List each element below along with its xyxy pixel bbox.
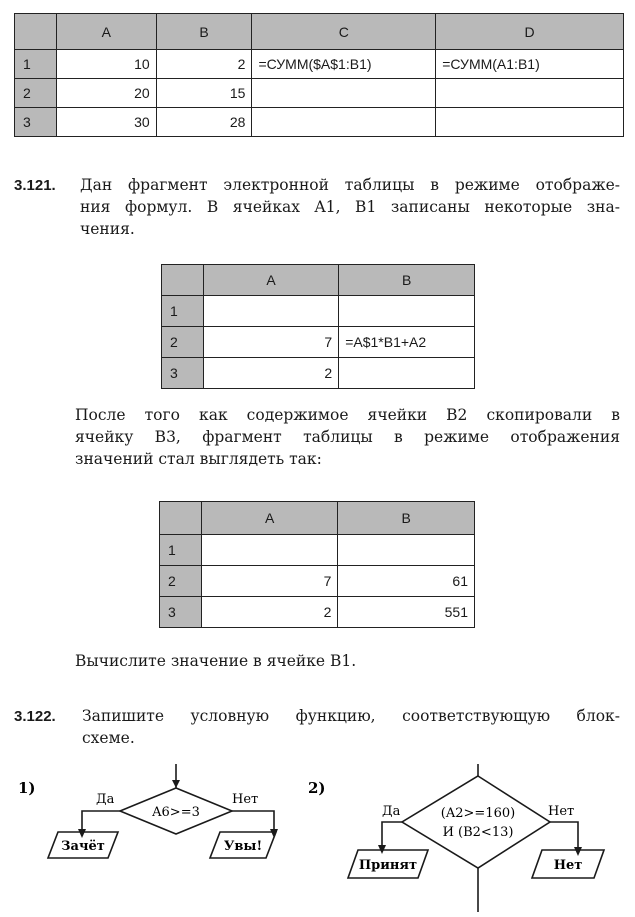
cell-c3 [252,108,436,137]
flowchart-1-no-box: Увы! [223,839,263,854]
table-row [15,108,624,137]
cell-b2: 15 [156,79,252,108]
col-header-a: A [201,502,338,535]
cell-a3: 2 [203,358,338,389]
text-line: схеме. [82,729,135,747]
flowchart-2-yes-box: Принят [358,858,418,873]
header-row [160,502,475,535]
flowchart-1-no-label: Нет [232,792,259,807]
cell-c2 [252,79,436,108]
values-table [159,501,475,628]
flowchart-2-label: 2) [308,779,326,797]
cell-b3 [339,358,475,389]
row-number: 2 [15,79,57,108]
corner-cell [162,265,204,296]
cell-a3: 30 [56,108,156,137]
flowchart-2-yes-label: Да [382,804,401,819]
row-number: 2 [162,327,204,358]
row-number: 1 [162,296,204,327]
text-line: чения. [80,220,135,238]
col-header-b: B [338,502,475,535]
flowchart-1-label: 1) [18,779,36,797]
flowchart-2-no-label: Нет [548,804,575,819]
cell-a1: 10 [56,50,156,79]
cell-b3: 28 [156,108,252,137]
col-header-b: B [339,265,475,296]
table-row [162,358,475,389]
cell-d3 [436,108,624,137]
table-row [162,296,475,327]
flowchart-2-condition-line2: И (B2<13) [442,825,514,840]
formula-table [161,264,475,389]
row-number: 2 [160,566,202,597]
col-header-d: D [436,14,624,50]
cell-a1 [203,296,338,327]
row-number: 3 [162,358,204,389]
cell-d2 [436,79,624,108]
table-row [160,535,475,566]
flowchart-1-yes-label: Да [96,792,115,807]
corner-cell [15,14,57,50]
row-number: 3 [160,597,202,628]
problem-3-121-text [80,174,620,240]
cell-a1 [201,535,338,566]
row-number: 1 [15,50,57,79]
problem-3-122-text [82,705,620,749]
flowchart-2 [300,760,630,915]
table-row [160,597,475,628]
table-row [15,79,624,108]
cell-a3: 2 [201,597,338,628]
flowchart-2-condition-line1: (A2>=160) [440,806,516,821]
text-line: Дан фрагмент электронной таблицы в режиме отображе- [80,176,620,194]
cell-b1 [338,535,475,566]
top-spreadsheet-table [14,13,624,137]
text-line: После того как содержимое ячейки B2 скопировали в [75,406,620,424]
col-header-b: B [156,14,252,50]
problem-number-3-121: 3.121. [14,177,56,194]
table-row [160,566,475,597]
col-header-a: A [203,265,338,296]
cell-b2: 61 [338,566,475,597]
cell-a2: 20 [56,79,156,108]
text-line: Запишите условную функцию, соответствующую блок- [82,707,620,725]
cell-b3: 551 [338,597,475,628]
flowchart-1 [0,760,300,870]
header-row [162,265,475,296]
flowchart-1-yes-box: Зачёт [61,839,105,854]
col-header-c: C [252,14,436,50]
problem-3-121-middle-text [75,404,620,470]
flowchart-2-no-box: Нет [553,858,583,873]
text-line: ячейку B3, фрагмент таблицы в режиме отображения [75,428,620,446]
col-header-a: A [56,14,156,50]
cell-b2: =A$1*B1+A2 [339,327,475,358]
cell-a2: 7 [203,327,338,358]
text-line: ния формул. В ячейках A1, B1 записаны некоторые зна- [80,198,620,216]
text-line: значений стал выглядеть так: [75,450,322,468]
row-number: 3 [15,108,57,137]
flowchart-1-condition: A6>=3 [152,805,200,820]
cell-a2: 7 [201,566,338,597]
problem-3-121-question: Вычислите значение в ячейке B1. [75,652,357,670]
table-row [162,327,475,358]
cell-d1: =СУММ(A1:B1) [436,50,624,79]
table-row [15,50,624,79]
row-number: 1 [160,535,202,566]
cell-b1: 2 [156,50,252,79]
header-row [15,14,624,50]
problem-number-3-122: 3.122. [14,708,56,725]
cell-b1 [339,296,475,327]
corner-cell [160,502,202,535]
cell-c1: =СУММ($A$1:B1) [252,50,436,79]
